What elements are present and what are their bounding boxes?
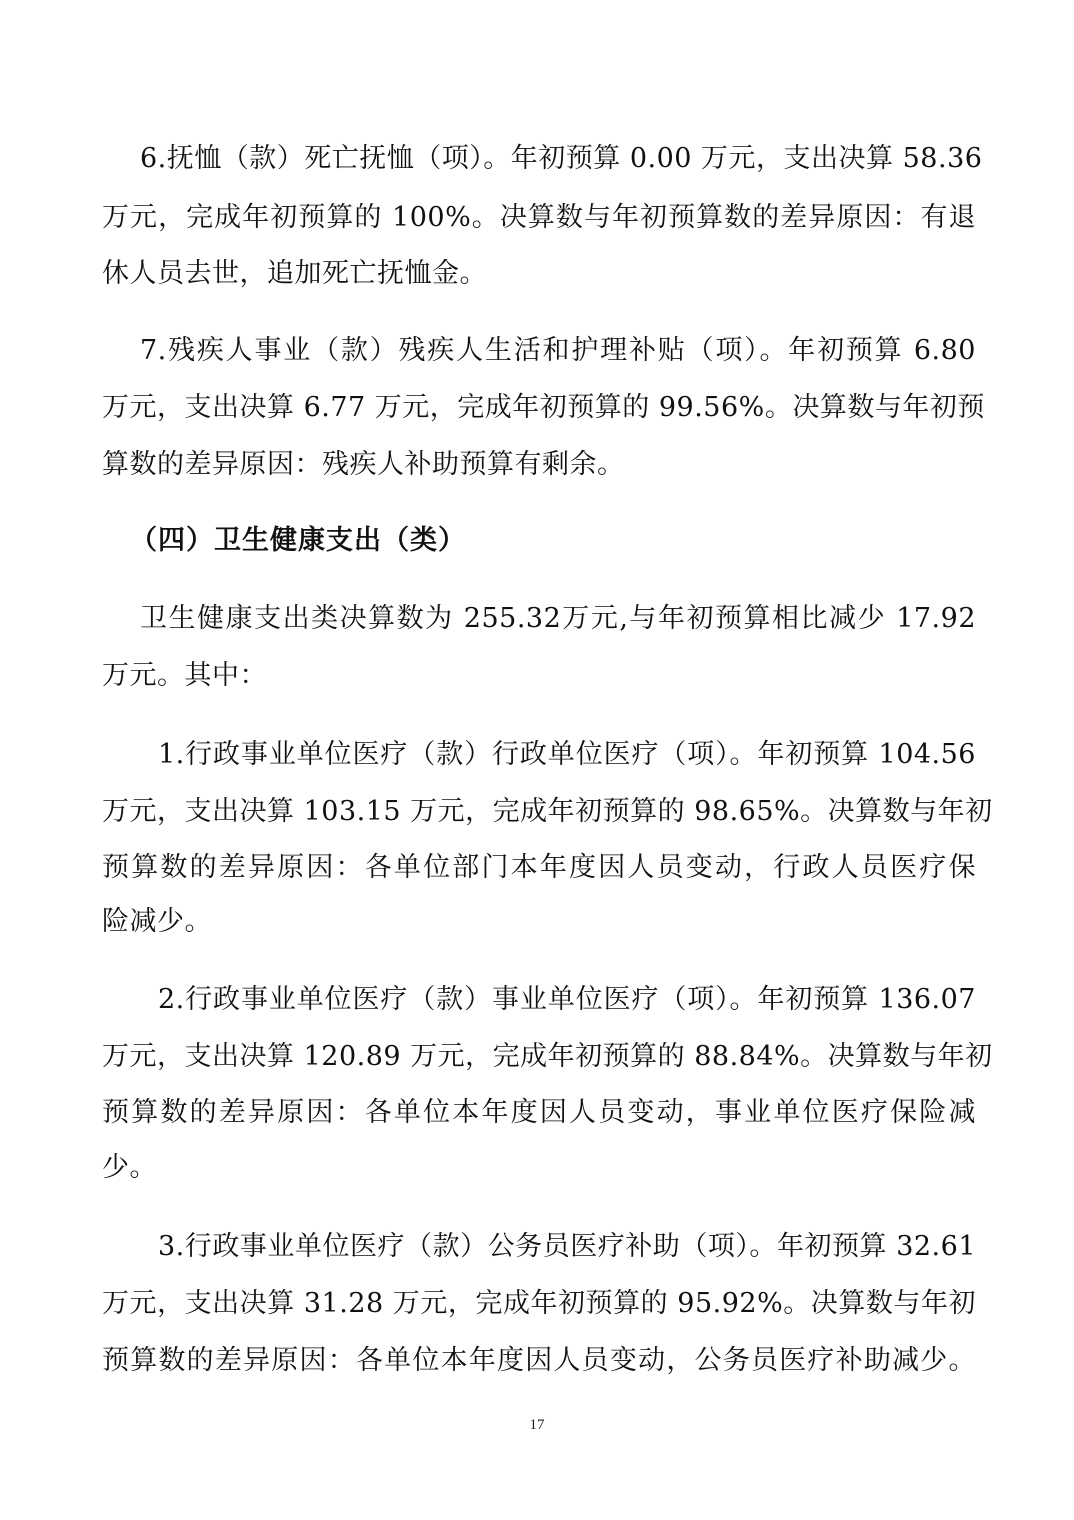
item-1-line-4: 险减少。 [102, 906, 212, 937]
item-2-line-3: 预算数的差异原因：各单位本年度因人员变动，事业单位医疗保险减 [102, 1097, 976, 1128]
paragraph-6-line-3: 休人员去世，追加死亡抚恤金。 [102, 258, 487, 289]
item-2-line-4: 少。 [102, 1152, 157, 1183]
paragraph-6-line-2: 万元，完成年初预算的 100%。决算数与年初预算数的差异原因：有退 [102, 202, 976, 233]
summary-line-2: 万元。其中： [102, 660, 267, 691]
paragraph-6-line-1: 6.抚恤（款）死亡抚恤（项）。年初预算 0.00 万元，支出决算 58.36 [140, 143, 983, 174]
item-3-line-3: 预算数的差异原因：各单位本年度因人员变动，公务员医疗补助减少。 [102, 1345, 976, 1376]
item-3-line-1: 3.行政事业单位医疗（款）公务员医疗补助（项）。年初预算 32.61 [158, 1231, 976, 1262]
section-heading: （四）卫生健康支出（类） [130, 525, 466, 556]
summary-line-1: 卫生健康支出类决算数为 255.32万元,与年初预算相比减少 17.92 [140, 603, 976, 634]
paragraph-7-line-3: 算数的差异原因：残疾人补助预算有剩余。 [102, 449, 625, 480]
item-3-line-2: 万元，支出决算 31.28 万元，完成年初预算的 95.92%。决算数与年初 [102, 1288, 976, 1319]
item-1-line-3: 预算数的差异原因：各单位部门本年度因人员变动，行政人员医疗保 [102, 852, 976, 883]
item-1-line-2: 万元，支出决算 103.15 万元，完成年初预算的 98.65%。决算数与年初 [102, 796, 993, 827]
item-1-line-1: 1.行政事业单位医疗（款）行政单位医疗（项）。年初预算 104.56 [158, 739, 976, 770]
item-2-line-1: 2.行政事业单位医疗（款）事业单位医疗（项）。年初预算 136.07 [158, 984, 976, 1015]
page-number: 17 [529, 1417, 545, 1433]
item-2-line-2: 万元，支出决算 120.89 万元，完成年初预算的 88.84%。决算数与年初 [102, 1041, 993, 1072]
paragraph-7-line-2: 万元，支出决算 6.77 万元，完成年初预算的 99.56%。决算数与年初预 [102, 392, 985, 423]
paragraph-7-line-1: 7.残疾人事业（款）残疾人生活和护理补贴（项）。年初预算 6.80 [140, 335, 976, 366]
